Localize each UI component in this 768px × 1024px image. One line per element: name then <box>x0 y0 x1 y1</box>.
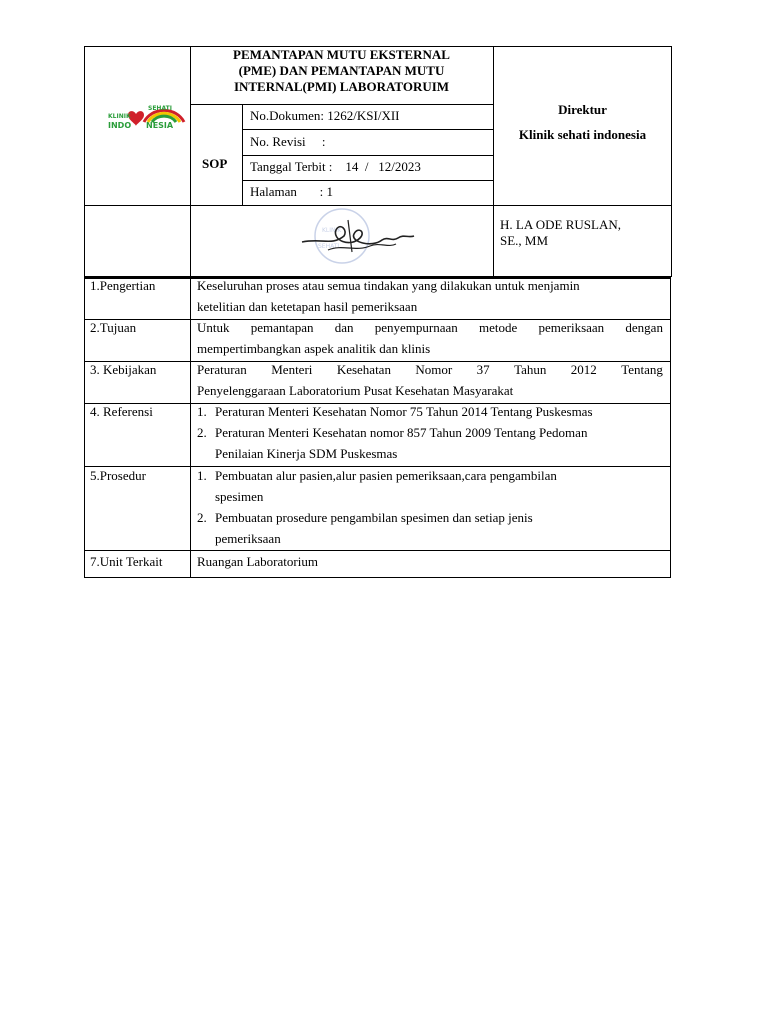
word: dengan <box>625 320 663 335</box>
row-label-pengertian: 1.Pengertian <box>90 278 156 293</box>
svg-text:NESIA: NESIA <box>146 121 174 130</box>
row-label-tujuan: 2.Tujuan <box>90 320 137 335</box>
header-divider <box>493 46 494 277</box>
header-divider <box>242 129 493 130</box>
signer-name <box>500 217 621 249</box>
svg-text:INDO: INDO <box>108 121 132 130</box>
row-label-referensi: 4. Referensi <box>90 404 153 419</box>
list-item <box>197 507 663 549</box>
revision-number: No. Revisi : <box>250 134 326 149</box>
word: pemantapan <box>250 320 314 335</box>
svg-text:SEHATI: SEHATI <box>148 105 172 112</box>
director-organization: Klinik sehati indonesia <box>518 127 647 142</box>
signer-line: H. LA ODE RUSLAN, <box>500 217 621 232</box>
header-divider <box>242 180 493 181</box>
list-number: 1. <box>197 404 207 419</box>
issue-date: Tanggal Terbit : 14 / 12/2023 <box>250 159 421 174</box>
list-number: 1. <box>197 468 207 483</box>
word: dan <box>334 320 354 335</box>
word: Nomor <box>415 362 453 377</box>
word: Tentang <box>621 362 663 377</box>
content-line: pemeriksaan <box>215 531 281 546</box>
content-line: mempertimbangkan aspek analitik dan klinis <box>197 341 431 356</box>
svg-text:KLINIK: KLINIK <box>108 113 131 120</box>
header-divider <box>242 155 493 156</box>
word: Untuk <box>197 320 230 335</box>
director-signature <box>232 208 448 266</box>
page-number: Halaman : 1 <box>250 184 334 199</box>
row-content-prosedur <box>197 465 663 549</box>
content-line: ketelitian dan ketetapan hasil pemeriksaan <box>197 299 418 314</box>
content-line: Penilaian Kinerja SDM Puskesmas <box>215 446 398 461</box>
content-divider <box>190 277 191 578</box>
svg-text:SEHATI: SEHATI <box>318 243 340 250</box>
header-divider <box>190 104 493 105</box>
row-content-referensi <box>197 401 663 464</box>
header-divider <box>84 205 672 206</box>
title-line: (PME) DAN PEMANTAPAN MUTU <box>238 63 445 78</box>
list-item <box>197 401 663 422</box>
word: 2012 <box>570 362 597 377</box>
justified-line <box>197 359 663 380</box>
content-line: Peraturan Menteri Kesehatan nomor 857 Tahun 2009 Tentang Pedoman <box>215 425 588 440</box>
director-title: Direktur <box>558 102 607 117</box>
content-line: Pembuatan prosedure pengambilan spesimen dan setiap jenis <box>215 510 533 525</box>
row-label-prosedur: 5.Prosedur <box>90 468 146 483</box>
list-number: 2. <box>197 425 207 440</box>
document-title <box>190 47 493 95</box>
word: Menteri <box>271 362 313 377</box>
signer-line: SE., MM <box>500 233 549 248</box>
word: metode <box>479 320 518 335</box>
document-number: No.Dokumen: 1262/KSI/XII <box>250 108 400 123</box>
row-content-unit-terkait <box>197 551 663 572</box>
list-item <box>197 465 663 507</box>
justified-line <box>197 317 663 338</box>
title-line: INTERNAL(PMI) LABORATORUIM <box>233 79 450 94</box>
title-line: PEMANTAPAN MUTU EKSTERNAL <box>233 47 450 62</box>
row-label-kebijakan: 3. Kebijakan <box>90 362 157 377</box>
content-line: Keseluruhan proses atau semua tindakan yang dilakukan untuk menjamin <box>197 278 580 293</box>
svg-text:KLINIK: KLINIK <box>322 227 342 234</box>
content-line: Penyelenggaraan Laboratorium Pusat Kesehatan Masyarakat <box>197 383 514 398</box>
row-content-tujuan <box>197 317 663 359</box>
word: Peraturan <box>197 362 247 377</box>
row-content-pengertian <box>197 275 663 317</box>
row-label-unit-terkait: 7.Unit Terkait <box>90 554 163 569</box>
content-line: spesimen <box>215 489 264 504</box>
list-number: 2. <box>197 510 207 525</box>
word: 37 <box>476 362 490 377</box>
clinic-logo-graphic <box>108 96 186 134</box>
signature-graphic <box>232 208 448 266</box>
content-line: Pembuatan alur pasien,alur pasien pemeriksaan,cara pengambilan <box>215 468 557 483</box>
word: penyempurnaan <box>374 320 458 335</box>
word: Kesehatan <box>336 362 391 377</box>
list-item <box>197 422 663 464</box>
sop-label: SOP <box>202 156 228 171</box>
content-line: Peraturan Menteri Kesehatan Nomor 75 Tahun 2014 Tentang Puskesmas <box>215 404 593 419</box>
word: Tahun <box>514 362 547 377</box>
clinic-logo <box>108 96 186 134</box>
content-line: Ruangan Laboratorium <box>197 554 318 569</box>
word: pemeriksaan <box>538 320 605 335</box>
row-content-kebijakan <box>197 359 663 401</box>
